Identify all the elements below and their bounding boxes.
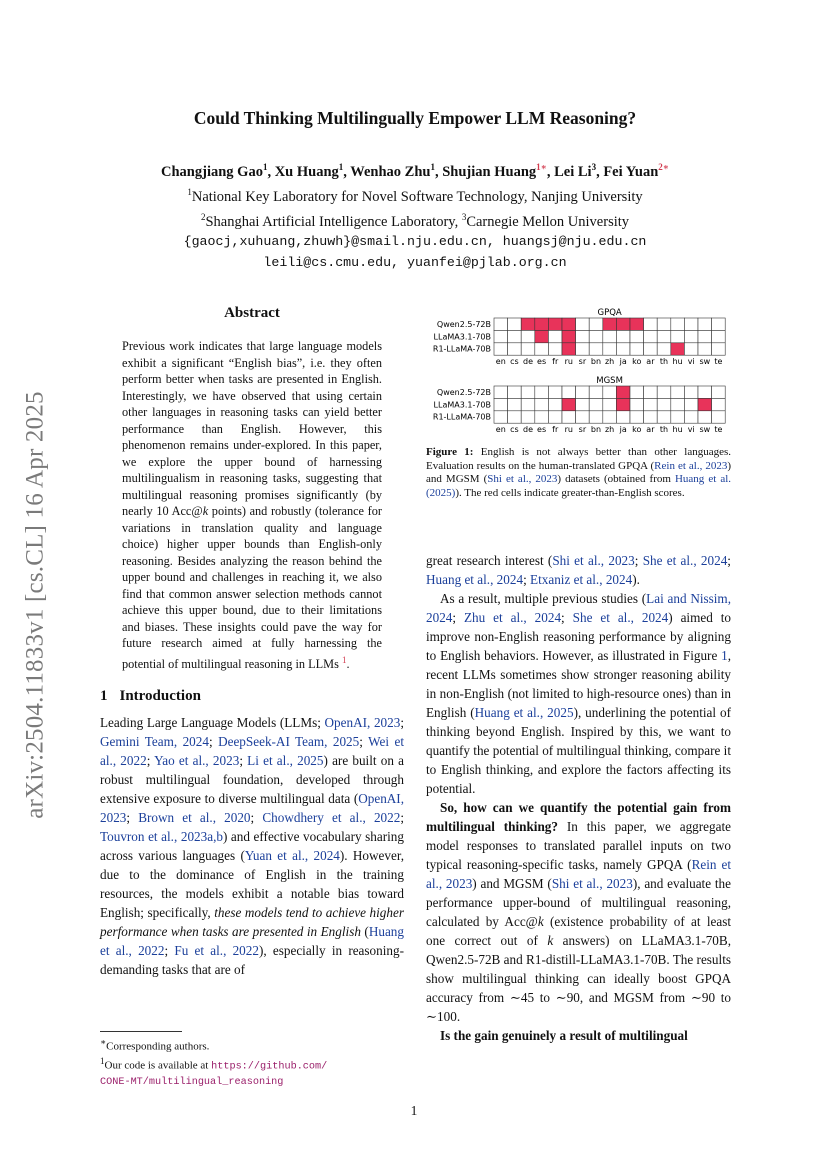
paragraph bbox=[426, 589, 731, 798]
heatmap-title: MGSM bbox=[596, 376, 623, 386]
citation-link[interactable]: Zhu et al., 2024 bbox=[463, 610, 562, 625]
email: , huangsj@nju.edu.cn bbox=[486, 234, 647, 250]
heatmap-cell-higher bbox=[548, 318, 562, 330]
arxiv-identifier-text: arXiv:2504.11833v1 [cs.CL] 16 Apr 2025 bbox=[22, 391, 49, 819]
heatmap-col-label: ko bbox=[632, 425, 642, 435]
heatmap-cell bbox=[508, 330, 522, 342]
heatmap-col-label: hu bbox=[672, 425, 683, 435]
heatmap-cell bbox=[712, 398, 726, 410]
heatmap-cell-higher bbox=[535, 318, 549, 330]
heatmap-cell bbox=[616, 343, 630, 355]
citation-link[interactable]: Shi et al., 2023 bbox=[487, 473, 558, 486]
text: ) and effective vocabulary sharing across various languages ( bbox=[100, 829, 404, 864]
heatmap-cell bbox=[521, 411, 535, 423]
heatmap-cell bbox=[684, 386, 698, 398]
text: ) are built on a robust multilingual foundation, developed through extensive exposure to diverse multilingual data ( bbox=[100, 753, 404, 807]
heatmap-cell bbox=[712, 343, 726, 355]
text: ; bbox=[208, 734, 219, 750]
math-k: k bbox=[537, 914, 544, 929]
heatmap-cell bbox=[671, 330, 685, 342]
heatmap-col-label: es bbox=[537, 425, 547, 435]
heatmap-col-label: sr bbox=[578, 357, 587, 367]
email-line-1 bbox=[100, 231, 730, 252]
text: (existence probability of at least one correct out of bbox=[426, 914, 731, 948]
affiliation: Shanghai Artificial Intelligence Laboratory, bbox=[205, 213, 462, 230]
heatmap-col-label: bn bbox=[590, 357, 602, 367]
text: ). bbox=[632, 572, 640, 587]
heatmap-cell bbox=[589, 330, 603, 342]
heatmap-cell bbox=[548, 343, 562, 355]
heatmap-cell-higher bbox=[603, 318, 617, 330]
citation-link[interactable]: Yuan et al., 2024 bbox=[244, 848, 340, 864]
heatmap-cell bbox=[548, 330, 562, 342]
text: ), and evaluate the performance upper-bound of multilingual reasoning, calculated by Acc@ bbox=[426, 876, 731, 929]
heatmap-col-label: bn bbox=[590, 425, 602, 435]
affiliation: National Key Laboratory for Novel Software Technology, Nanjing University bbox=[191, 188, 643, 205]
text: ; bbox=[400, 810, 404, 826]
author-name: Changjiang Gao bbox=[161, 163, 263, 180]
footnote-text: Corresponding authors. bbox=[106, 1040, 210, 1053]
heatmap-col-label: sw bbox=[699, 425, 711, 435]
author-name: Wenhao Zhu bbox=[350, 163, 431, 180]
heatmap-cell-higher bbox=[616, 318, 630, 330]
heatmap-cell bbox=[644, 330, 658, 342]
heatmap-cell bbox=[494, 318, 508, 330]
heatmap-cell bbox=[576, 386, 590, 398]
citation-link[interactable]: Brown et al., 2020 bbox=[138, 810, 251, 826]
footnote-mark: 1 bbox=[100, 1055, 105, 1066]
footnote-mark: ∗ bbox=[100, 1037, 107, 1047]
author-affil-mark: 1 bbox=[338, 162, 344, 172]
citation-link[interactable]: Wei et al., 2022 bbox=[100, 734, 404, 769]
heatmap-cell bbox=[698, 411, 712, 423]
heatmap-cell bbox=[698, 386, 712, 398]
footnote-link[interactable]: 1 bbox=[341, 654, 347, 665]
author-names: Changjiang Gao$^1$, Xu Huang$^1$, Wenhao Zhu$^1$, Shujian Huang$^{1∗}$, Lei Li$^3$, Fei Yuan$^{2∗}$ bbox=[161, 162, 669, 180]
heatmap-col-label: cs bbox=[510, 425, 519, 435]
heatmap-col-label: en bbox=[495, 425, 506, 435]
heatmap-cell bbox=[562, 411, 576, 423]
text: ; bbox=[359, 734, 369, 750]
citation-link[interactable]: DeepSeek-AI Team, 2025 bbox=[218, 734, 360, 750]
heatmap-cell bbox=[712, 330, 726, 342]
heatmap-cell-higher bbox=[698, 398, 712, 410]
text: ) and MGSM ( bbox=[472, 876, 552, 891]
heatmap-cell bbox=[657, 330, 671, 342]
heatmap-cell bbox=[684, 330, 698, 342]
text: ; bbox=[126, 810, 139, 826]
citation-link[interactable]: Fu et al., 2022 bbox=[174, 943, 259, 959]
abstract-heading: Abstract bbox=[224, 305, 280, 321]
heatmap-col-label: zh bbox=[604, 357, 615, 367]
heatmap-cell bbox=[712, 411, 726, 423]
affil-mark: 1 bbox=[187, 186, 192, 197]
heatmap-cell-higher bbox=[616, 398, 630, 410]
affiliation-line-1 bbox=[100, 182, 730, 207]
heatmap-cell bbox=[630, 386, 644, 398]
heatmap-cell bbox=[644, 411, 658, 423]
heatmap-cell-higher bbox=[562, 330, 576, 342]
figure-ref-link[interactable]: 1 bbox=[721, 648, 728, 663]
citation-link[interactable]: Etxaniz et al., 2024 bbox=[530, 572, 633, 587]
author-affil-mark: 1∗ bbox=[536, 162, 547, 172]
heatmap-cell bbox=[657, 386, 671, 398]
heatmap-cell bbox=[494, 411, 508, 423]
heatmap-col-label: en bbox=[495, 357, 506, 367]
citation-link[interactable]: Touvron et al., 2023a,b bbox=[100, 829, 223, 845]
footnote-divider bbox=[100, 1031, 182, 1032]
figure-1 bbox=[426, 304, 731, 500]
citation-link[interactable]: OpenAI, 2023 bbox=[324, 715, 401, 731]
heatmap-cell bbox=[644, 318, 658, 330]
heatmap-cell-higher bbox=[630, 318, 644, 330]
heatmap-cell bbox=[589, 398, 603, 410]
affil-mark: 3 bbox=[461, 211, 467, 222]
caption-text: ). The red cells indicate greater-than-English scores. bbox=[455, 486, 685, 499]
text: ; bbox=[400, 715, 405, 731]
heatmap-cell bbox=[508, 386, 522, 398]
heatmap-col-label: zh bbox=[604, 425, 615, 435]
citation-link[interactable]: Rein et al., 2023 bbox=[426, 857, 731, 891]
heatmap-row-label: R1-LLaMA-70B bbox=[432, 412, 491, 422]
heatmap-col-label: cs bbox=[510, 357, 519, 367]
code-url-link[interactable]: CONE-MT/multilingual_reasoning bbox=[100, 1077, 284, 1089]
heatmap-cell-higher bbox=[535, 330, 549, 342]
heatmap-cell-higher bbox=[562, 318, 576, 330]
heatmap-cell bbox=[644, 343, 658, 355]
citation-link[interactable]: OpenAI, 2023 bbox=[100, 791, 404, 826]
citation-link[interactable]: Shi et al., 2023 bbox=[551, 876, 633, 891]
affiliation: Carnegie Mellon University bbox=[466, 213, 630, 230]
heatmap-cell bbox=[603, 411, 617, 423]
heatmap-col-label: ar bbox=[646, 425, 655, 435]
email-line-2 bbox=[100, 252, 730, 273]
heatmap-cell bbox=[535, 386, 549, 398]
heatmap-cell bbox=[508, 398, 522, 410]
caption-text: ) and MGSM ( bbox=[426, 459, 731, 486]
text: In this paper, we aggregate model responses to translated parallel inputs on two typical reasoning-specific tasks, namely GPQA ( bbox=[426, 819, 731, 872]
math-k: k bbox=[202, 504, 209, 518]
heatmap-cell bbox=[657, 411, 671, 423]
heatmap-cell bbox=[494, 386, 508, 398]
citation-link[interactable]: Rein et al., 2023 bbox=[654, 459, 728, 472]
left-column bbox=[100, 300, 404, 979]
text: ; bbox=[727, 553, 731, 568]
heatmap-col-label: te bbox=[714, 357, 723, 367]
heatmap-col-label: de bbox=[523, 357, 533, 367]
citation-link[interactable]: Huang et al., 2022 bbox=[100, 924, 404, 959]
heatmap-cell bbox=[644, 398, 658, 410]
caption-text: ) datasets (obtained from bbox=[557, 473, 675, 486]
heatmap-col-label: ru bbox=[564, 357, 573, 367]
affil-mark: 2 bbox=[200, 211, 206, 222]
heatmap-cell bbox=[521, 398, 535, 410]
heatmap-cell bbox=[630, 330, 644, 342]
citation-link[interactable]: Yao et al., 2023 bbox=[154, 753, 240, 769]
paragraph bbox=[426, 1026, 731, 1045]
heatmap-col-label: th bbox=[659, 357, 669, 367]
footnote-1 bbox=[100, 1035, 404, 1054]
heatmap-cell bbox=[684, 318, 698, 330]
heatmap-cell-higher bbox=[562, 398, 576, 410]
heatmap-col-label: ar bbox=[646, 357, 655, 367]
heatmap-cell bbox=[521, 343, 535, 355]
text: ). However, due to the dominance of English in the training resources, the models exhibit a notable bias toward English; specifically, bbox=[100, 848, 404, 921]
heatmap-cell bbox=[616, 330, 630, 342]
text: answers) on LLaMA3.1-70B, Qwen2.5-72B and R1-distill-LLaMA3.1-70B. The results show multilingual thinking can ideally boost GPQA accuracy from ∼45 to ∼90, and MGSM from ∼90 to ∼100. bbox=[426, 933, 731, 1024]
heatmap-cell bbox=[644, 386, 658, 398]
heatmap-cell bbox=[698, 318, 712, 330]
heatmap-cell bbox=[657, 343, 671, 355]
heatmap-col-label: th bbox=[659, 425, 669, 435]
heatmap-cell bbox=[576, 343, 590, 355]
heatmap-cell bbox=[576, 330, 590, 342]
text: ; bbox=[164, 943, 175, 959]
heatmap-cell bbox=[562, 386, 576, 398]
heatmap-cell bbox=[603, 343, 617, 355]
heatmap-figure bbox=[426, 304, 731, 438]
heatmap-title: GPQA bbox=[597, 308, 622, 318]
abstract-part: points) and robustly (tolerance for variations in translation quality and language choice) higher upper bounds than English-only reasoning. Besides analyzing the reason behind the upper bound and challenges in reaching it, we also find that common answer selection methods cannot achieve this upper bound, due to their limitations and biases. These insights could pave the way for future research aimed at fully harnessing the potential of multilingual reasoning in LLMs bbox=[122, 504, 382, 671]
heatmap-cell bbox=[657, 398, 671, 410]
bold-lead: So, how can we quantify the potential gain from multilingual thinking? bbox=[426, 800, 731, 834]
text: ; bbox=[146, 753, 155, 769]
citation-link[interactable]: Li et al., 2025 bbox=[247, 753, 324, 769]
heatmap-cell bbox=[603, 386, 617, 398]
caption-label: Figure 1: bbox=[426, 446, 474, 458]
author-name: Lei Li bbox=[554, 163, 592, 180]
heatmap-cell bbox=[589, 318, 603, 330]
paper-title: Could Thinking Multilingually Empower LLM Reasoning? bbox=[193, 108, 637, 128]
math-k: k bbox=[547, 933, 554, 948]
citation-link[interactable]: She et al., 2024 bbox=[572, 610, 669, 625]
heatmap-col-label: vi bbox=[687, 357, 695, 367]
text: great research interest ( bbox=[426, 553, 553, 568]
heatmap-col-label: hu bbox=[672, 357, 683, 367]
author-block bbox=[100, 157, 730, 273]
text: ( bbox=[360, 924, 369, 940]
citation-link[interactable]: Shi et al., 2023 bbox=[552, 553, 635, 568]
email: {gaocj,xuhuang,zhuwh}@smail.nju.edu.cn bbox=[183, 234, 487, 250]
author-name: Xu Huang bbox=[274, 163, 339, 180]
heatmap-cell bbox=[603, 398, 617, 410]
heatmap-cell bbox=[671, 318, 685, 330]
heatmap-cell bbox=[494, 398, 508, 410]
heatmap-cell bbox=[535, 343, 549, 355]
paragraph bbox=[426, 798, 731, 1026]
heatmap-cell bbox=[616, 411, 630, 423]
text: ), underlining the potential of thinking beyond English. Inspired by this, we want to quantify the potential of multilingual thinking, compare it to English thinking, and explore the factors affecting its potential. bbox=[426, 705, 731, 796]
heatmap-cell bbox=[630, 343, 644, 355]
heatmap-col-label: te bbox=[714, 425, 723, 435]
page-number: 1 bbox=[410, 1103, 418, 1118]
author-affil-mark: 1 bbox=[262, 162, 268, 172]
heatmap-cell bbox=[712, 318, 726, 330]
section-heading-introduction bbox=[100, 688, 404, 705]
bold-lead: Is the gain genuinely a result of multilingual bbox=[440, 1028, 688, 1043]
heatmap-col-label: fr bbox=[552, 357, 559, 367]
heatmap-cell bbox=[589, 411, 603, 423]
heatmap-cell bbox=[576, 318, 590, 330]
author-name: Shujian Huang bbox=[442, 163, 537, 180]
heatmap-cell bbox=[671, 386, 685, 398]
heatmap-col-label: ja bbox=[619, 357, 627, 367]
caption-text: English is not always better than other languages. Evaluation results on the human-translated GPQA ( bbox=[426, 446, 732, 472]
heatmap-cell bbox=[548, 386, 562, 398]
text: ; bbox=[239, 753, 248, 769]
heatmap-cell bbox=[698, 330, 712, 342]
heatmap-cell bbox=[684, 411, 698, 423]
heatmap-col-label: sw bbox=[699, 357, 711, 367]
citation-link[interactable]: She et al., 2024 bbox=[642, 553, 728, 568]
text: ; bbox=[561, 610, 573, 625]
heatmap-cell bbox=[494, 330, 508, 342]
heatmap-cell-higher bbox=[616, 386, 630, 398]
footnote-text: Our code is available at bbox=[104, 1059, 212, 1072]
text: ; bbox=[634, 553, 643, 568]
heatmap-cell bbox=[630, 411, 644, 423]
heatmap-col-label: ko bbox=[632, 357, 642, 367]
email: leili@cs.cmu.edu bbox=[263, 255, 392, 271]
intro-paragraph bbox=[100, 713, 404, 979]
citation-link[interactable]: Gemini Team, 2024 bbox=[100, 734, 209, 750]
text: ; bbox=[523, 572, 531, 587]
heatmap-cell bbox=[576, 411, 590, 423]
heatmap-cell bbox=[548, 398, 562, 410]
author-affil-mark: 2∗ bbox=[658, 162, 669, 172]
heatmap-col-label: de bbox=[523, 425, 533, 435]
heatmap-cell bbox=[576, 398, 590, 410]
abstract-part: . bbox=[346, 656, 350, 671]
figure-caption bbox=[426, 446, 731, 500]
footnotes bbox=[100, 1035, 404, 1090]
heatmap-col-label: vi bbox=[687, 425, 695, 435]
email: , yuanfei@pjlab.org.cn bbox=[391, 255, 567, 271]
right-column bbox=[426, 551, 731, 1045]
heatmap-cell bbox=[521, 330, 535, 342]
heatmap-row-label: LLaMA3.1-70B bbox=[433, 400, 491, 410]
text: ; bbox=[250, 810, 263, 826]
heatmap-cell bbox=[657, 318, 671, 330]
heatmap-cell bbox=[508, 343, 522, 355]
text: As a result, multiple previous studies ( bbox=[440, 591, 647, 606]
heatmap-cell bbox=[630, 398, 644, 410]
text: ), especially in reasoning-demanding tasks that are of bbox=[100, 943, 404, 978]
heatmap-col-label: es bbox=[537, 357, 547, 367]
section-title: Introduction bbox=[119, 688, 201, 705]
heatmap-row-label: R1-LLaMA-70B bbox=[432, 344, 491, 354]
heatmap-cell bbox=[494, 343, 508, 355]
heatmap-cell bbox=[712, 386, 726, 398]
citation-link[interactable]: Huang et al., 2024 bbox=[426, 572, 524, 587]
heatmap-cell bbox=[508, 411, 522, 423]
arxiv-identifier bbox=[16, 365, 56, 845]
heatmap-cell bbox=[671, 398, 685, 410]
heatmap-cell-higher bbox=[562, 343, 576, 355]
text: ) aimed to improve non-English reasoning performance by aligning to English behaviors. However, as illustrated in Figure bbox=[426, 610, 731, 663]
affiliation-line-2 bbox=[100, 207, 730, 232]
author-affil-mark: 1 bbox=[430, 162, 435, 172]
heatmap-cell bbox=[603, 330, 617, 342]
text: Leading Large Language Models (LLMs; bbox=[100, 715, 325, 731]
heatmap-cell-higher bbox=[521, 318, 535, 330]
heatmap-cell-higher bbox=[671, 343, 685, 355]
heatmap-cell bbox=[535, 411, 549, 423]
heatmap-cell bbox=[671, 411, 685, 423]
abstract-text bbox=[122, 338, 382, 672]
heatmap-cell bbox=[548, 411, 562, 423]
abstract-part: Previous work indicates that large language models exhibit a significant “English bias”, i.e. they often perform better when tasks are presented in English. Interestingly, we have observed that using certain other languages in reasoning tasks can yield better performance than English. However, this phenomenon remains under-explored. In this paper, we explore the upper bound of harnessing multilingualism in reasoning tasks, suggesting that multilingual reasoning promises significantly (by nearly 10 Acc@ bbox=[122, 339, 382, 518]
text: , recent LLMs sometimes show stronger reasoning ability in non-English (not limited to high-resource ones) than in English ( bbox=[426, 648, 731, 720]
emphasis: these models tend to achieve higher performance when tasks are presented in English bbox=[100, 905, 404, 940]
citation-link[interactable]: Huang et al. (2025) bbox=[426, 473, 732, 499]
footnote-2 bbox=[100, 1054, 404, 1091]
heatmap-cell bbox=[684, 398, 698, 410]
heatmap-cell bbox=[589, 386, 603, 398]
heatmap-col-label: sr bbox=[578, 425, 587, 435]
heatmap-row-label: LLaMA3.1-70B bbox=[433, 332, 491, 342]
text: ; bbox=[452, 610, 464, 625]
heatmap-cell bbox=[521, 386, 535, 398]
heatmap-cell bbox=[508, 318, 522, 330]
heatmap-cell bbox=[698, 343, 712, 355]
citation-link[interactable]: Lai and Nissim, 2024 bbox=[426, 591, 731, 625]
paragraph bbox=[426, 551, 731, 589]
section-number: 1 bbox=[100, 688, 108, 705]
heatmap-cell bbox=[589, 343, 603, 355]
heatmap-row-label: Qwen2.5-72B bbox=[436, 387, 491, 397]
heatmap-col-label: ja bbox=[619, 425, 627, 435]
author-name: Fei Yuan bbox=[603, 163, 659, 180]
heatmap-cell bbox=[535, 398, 549, 410]
heatmap-col-label: ru bbox=[564, 425, 573, 435]
code-url-link[interactable]: https://github.com/ bbox=[211, 1061, 328, 1073]
heatmap-col-label: fr bbox=[552, 425, 559, 435]
author-affil-mark: 3 bbox=[591, 162, 597, 172]
citation-link[interactable]: Chowdhery et al., 2022 bbox=[262, 810, 401, 826]
citation-link[interactable]: Huang et al., 2025 bbox=[474, 705, 574, 720]
heatmap-row-label: Qwen2.5-72B bbox=[436, 319, 491, 329]
heatmap-cell bbox=[684, 343, 698, 355]
